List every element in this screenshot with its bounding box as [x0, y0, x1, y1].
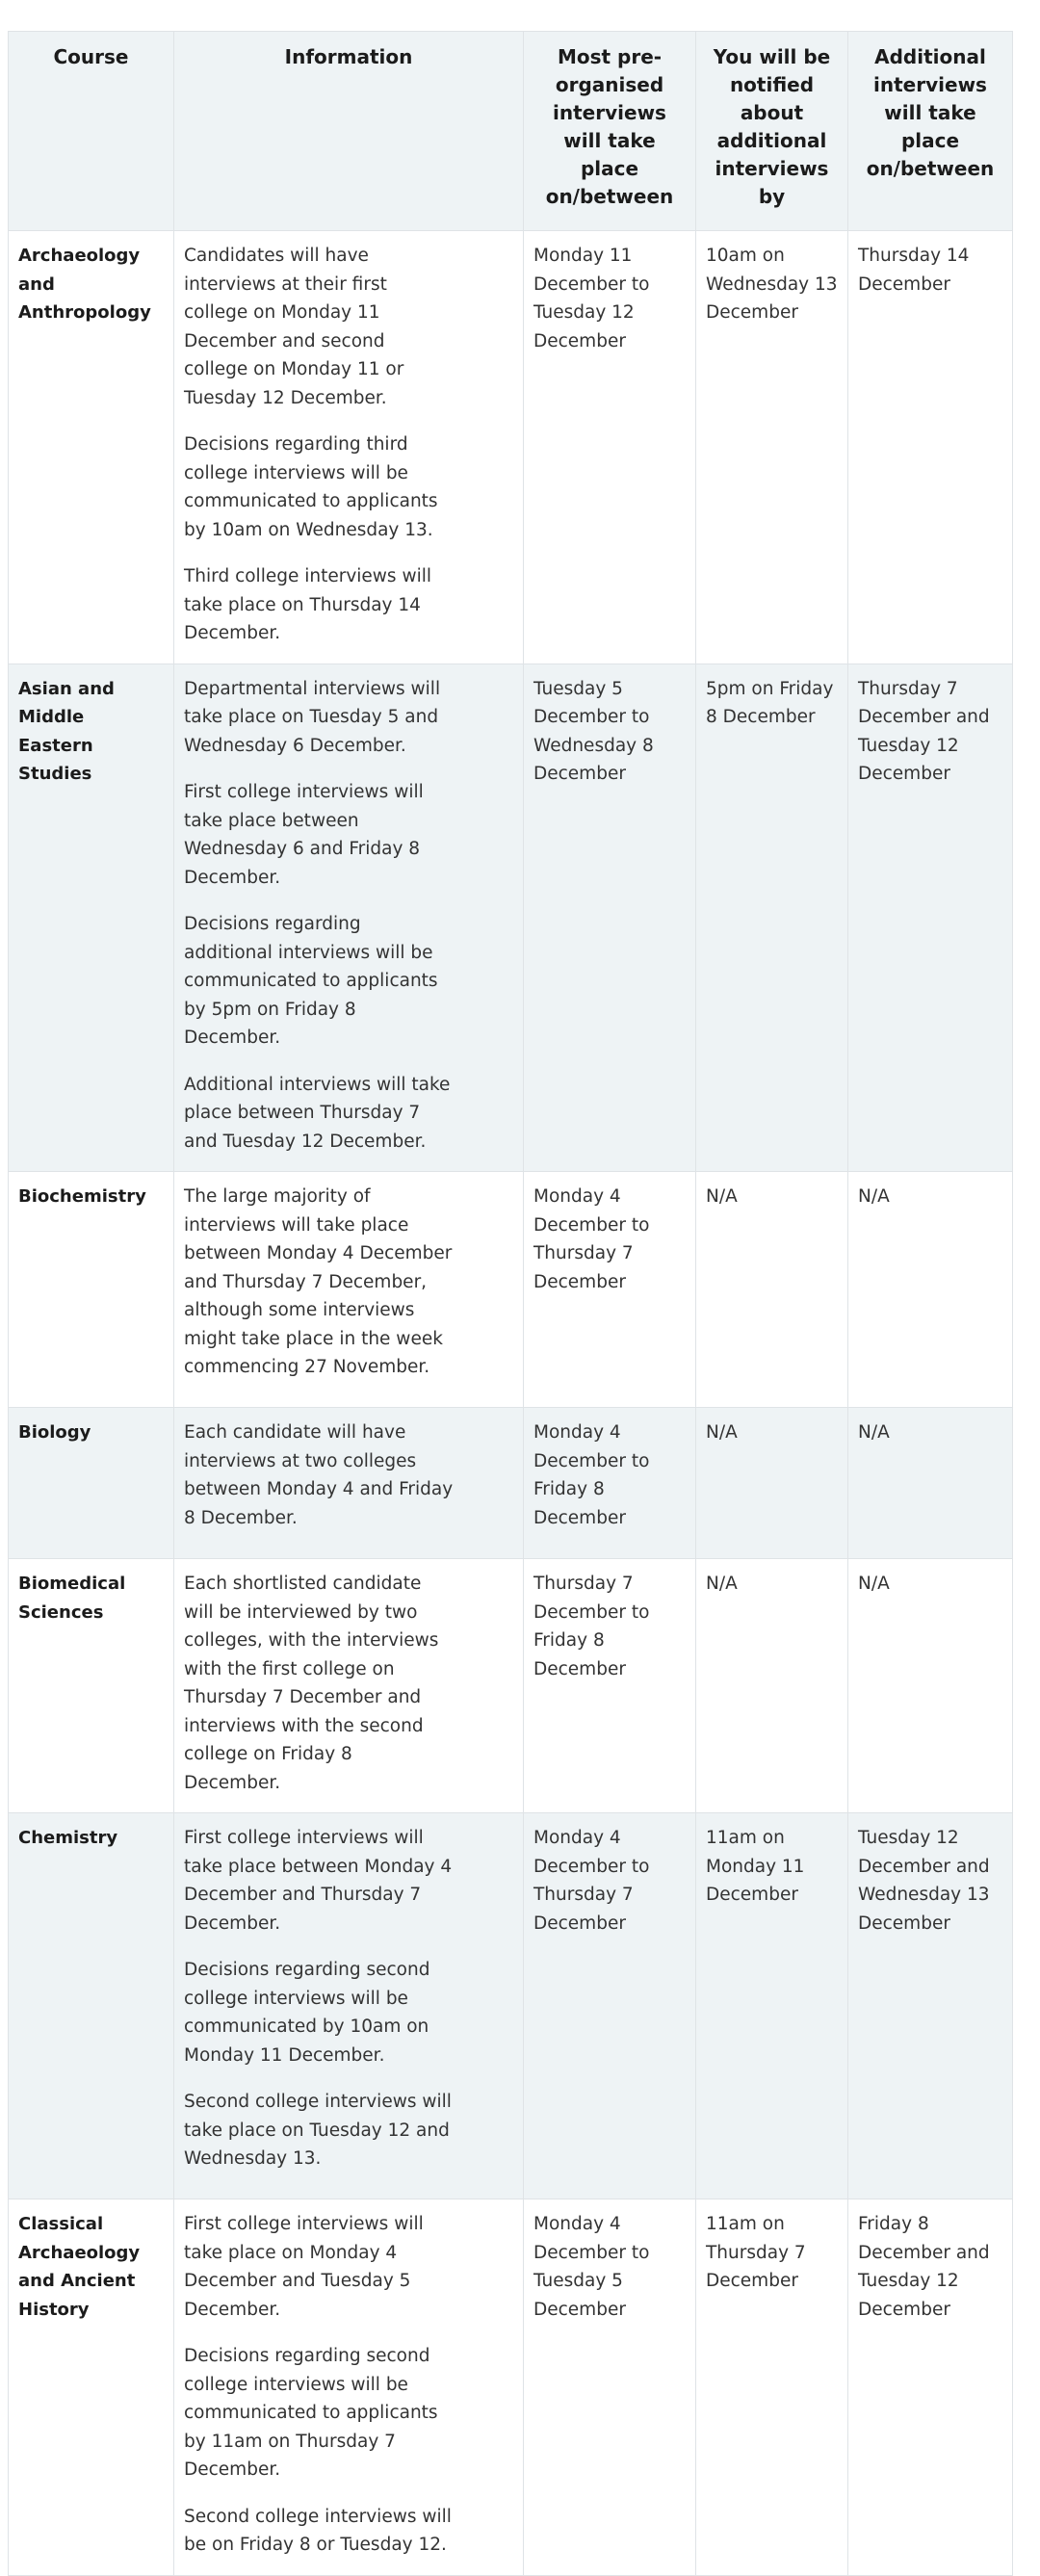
header-information: Information	[174, 32, 524, 231]
info-paragraph: Departmental interviews will take place on Tuesday 5 and Wednesday 6 December.	[184, 678, 441, 756]
notified-cell: N/A	[696, 1408, 848, 1559]
info-paragraph: First college interviews will take place on Monday 4 December and Tuesday 5 December.	[184, 2214, 424, 2320]
notified-cell: N/A	[696, 1559, 848, 1813]
information-cell	[174, 1408, 524, 1559]
info-paragraph: First college interviews will take place between Monday 4 December and Thursday 7 December.	[184, 1828, 453, 1934]
header-course: Course	[9, 32, 174, 231]
preorganised-cell: Thursday 7 December to Friday 8 December	[524, 1559, 696, 1813]
table-row	[9, 231, 1013, 664]
course-cell: Biomedical Sciences	[9, 1559, 174, 1813]
notified-cell: 11am on Monday 11 December	[696, 1813, 848, 2199]
additional-cell: Thursday 14 December	[848, 231, 1013, 664]
info-paragraph: Decisions regarding additional interviews will be communicated to applicants by 5pm on Friday 8 December.	[184, 914, 438, 1048]
information-cell	[174, 1172, 524, 1408]
preorganised-cell: Monday 4 December to Tuesday 5 December	[524, 2199, 696, 2576]
information-cell	[174, 1559, 524, 1813]
info-paragraph: Each shortlisted candidate will be interviewed by two colleges, with the interviews with the first college on Thursday 7 December and interviews with the second college on Friday 8 December.	[184, 1574, 439, 1793]
notified-cell: 11am on Thursday 7 December	[696, 2199, 848, 2576]
info-paragraph: Additional interviews will take place between Thursday 7 and Tuesday 12 December.	[184, 1074, 451, 1152]
info-paragraph: Candidates will have interviews at their first college on Monday 11 December and second college on Monday 11 or Tuesday 12 December.	[184, 246, 404, 408]
table-row	[9, 1813, 1013, 2199]
info-paragraph: Decisions regarding third college interviews will be communicated to applicants by 10am on Wednesday 13.	[184, 434, 438, 540]
notified-cell: 5pm on Friday 8 December	[696, 664, 848, 1172]
info-paragraph: The large majority of interviews will take place between Monday 4 December and Thursday 7 December, although some interviews might take place in the week commencing 27 November.	[184, 1186, 453, 1377]
course-cell: Biology	[9, 1408, 174, 1559]
table-row	[9, 664, 1013, 1172]
table-row	[9, 1408, 1013, 1559]
course-cell: Biochemistry	[9, 1172, 174, 1408]
additional-cell: Friday 8 December and Tuesday 12 December	[848, 2199, 1013, 2576]
information-cell	[174, 664, 524, 1172]
additional-cell: N/A	[848, 1408, 1013, 1559]
additional-cell: N/A	[848, 1172, 1013, 1408]
notified-cell: N/A	[696, 1172, 848, 1408]
preorganised-cell: Monday 11 December to Tuesday 12 December	[524, 231, 696, 664]
interview-schedule-table	[8, 31, 1013, 2576]
course-cell: Chemistry	[9, 1813, 174, 2199]
header-notified: You will be notified about additional interviews by	[696, 32, 848, 231]
table-body	[9, 231, 1013, 2576]
info-paragraph: Decisions regarding second college interviews will be communicated to applicants by 11am on Thursday 7 December.	[184, 2346, 438, 2480]
information-cell	[174, 231, 524, 664]
information-cell	[174, 1813, 524, 2199]
course-cell: Classical Archaeology and Ancient History	[9, 2199, 174, 2576]
info-paragraph: Each candidate will have interviews at two colleges between Monday 4 and Friday 8 December.	[184, 1422, 454, 1528]
header-additional: Additional interviews will take place on/between	[848, 32, 1013, 231]
notified-cell: 10am on Wednesday 13 December	[696, 231, 848, 664]
preorganised-cell: Monday 4 December to Friday 8 December	[524, 1408, 696, 1559]
additional-cell: Thursday 7 December and Tuesday 12 December	[848, 664, 1013, 1172]
info-paragraph: First college interviews will take place between Wednesday 6 and Friday 8 December.	[184, 782, 424, 888]
table-header	[9, 32, 1013, 231]
table-header-row	[9, 32, 1013, 231]
additional-cell: N/A	[848, 1559, 1013, 1813]
preorganised-cell: Tuesday 5 December to Wednesday 8 December	[524, 664, 696, 1172]
course-cell: Asian and Middle Eastern Studies	[9, 664, 174, 1172]
preorganised-cell: Monday 4 December to Thursday 7 December	[524, 1813, 696, 2199]
additional-cell: Tuesday 12 December and Wednesday 13 December	[848, 1813, 1013, 2199]
info-paragraph: Decisions regarding second college interviews will be communicated by 10am on Monday 11 December.	[184, 1960, 430, 2066]
info-paragraph: Second college interviews will take place on Tuesday 12 and Wednesday 13.	[184, 2092, 452, 2169]
table-row	[9, 1559, 1013, 1813]
info-paragraph: Third college interviews will take place on Thursday 14 December.	[184, 566, 432, 643]
table-row	[9, 2199, 1013, 2576]
course-cell: Archaeology and Anthropology	[9, 231, 174, 664]
table-row	[9, 1172, 1013, 1408]
information-cell	[174, 2199, 524, 2576]
interview-schedule-table-container	[8, 31, 1012, 2576]
info-paragraph: Second college interviews will be on Friday 8 or Tuesday 12.	[184, 2506, 452, 2555]
header-preorganised: Most pre-organised interviews will take place on/between	[524, 32, 696, 231]
preorganised-cell: Monday 4 December to Thursday 7 December	[524, 1172, 696, 1408]
